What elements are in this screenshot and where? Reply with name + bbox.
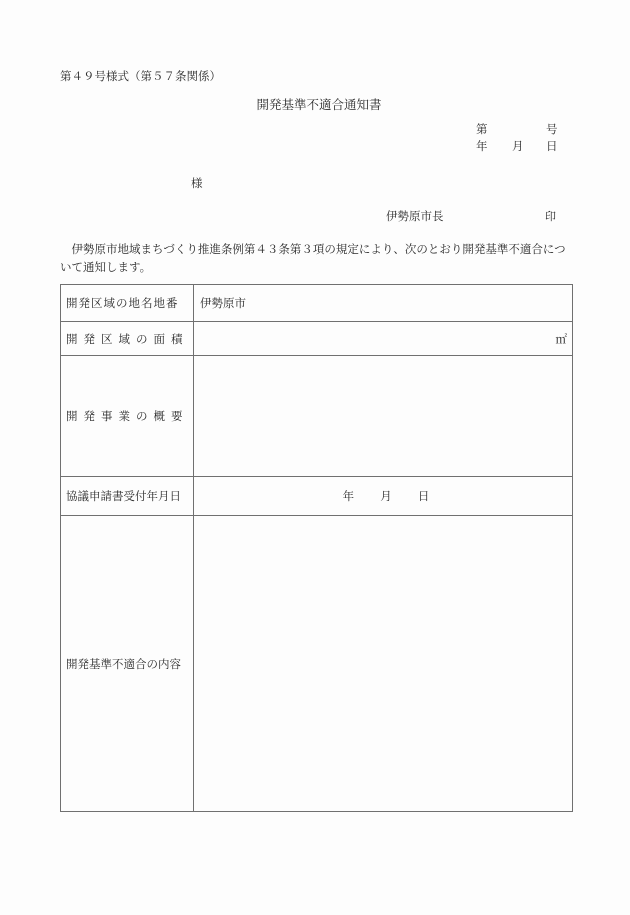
- seal-mark: 印: [545, 210, 556, 223]
- label-area: 開発区域の面積: [61, 322, 194, 356]
- document-title: 開発基準不適合通知書: [256, 97, 382, 112]
- area-unit: ㎡: [555, 331, 567, 346]
- app-date-day: 日: [417, 489, 430, 503]
- addressee-honorific: 様: [191, 176, 203, 190]
- date-year: 年: [476, 139, 488, 153]
- label-application-date: 協議申請書受付年月日: [61, 477, 194, 516]
- label-nonconformity: 開発基準不適合の内容: [61, 516, 194, 812]
- value-area[interactable]: [194, 322, 573, 356]
- value-nonconformity[interactable]: [194, 516, 573, 812]
- table-row: [61, 356, 573, 477]
- label-land-lot: 開発区域の地名地番: [61, 285, 194, 322]
- table-row: [61, 285, 573, 322]
- value-project-summary[interactable]: [194, 356, 573, 477]
- form-number: 第４９号様式（第５７条関係）: [60, 69, 221, 83]
- notice-body-text: 伊勢原市地域まちづくり推進条例第４３条第３項の規定により、次のとおり開発基準不適合について通知します。: [60, 242, 566, 274]
- app-date-year: 年: [342, 489, 355, 503]
- table-row: [61, 322, 573, 356]
- value-land-lot[interactable]: 伊勢原市: [194, 285, 573, 322]
- value-application-date[interactable]: [194, 477, 573, 516]
- label-project-summary: 開発事業の概要: [61, 356, 194, 477]
- notice-form-table: [60, 284, 573, 812]
- number-suffix: 号: [546, 122, 558, 136]
- date-day: 日: [546, 139, 558, 153]
- number-prefix: 第: [476, 122, 488, 136]
- table-row: [61, 477, 573, 516]
- app-date-month: 月: [380, 489, 392, 503]
- issuer-name: 伊勢原市長: [386, 209, 444, 223]
- table-row: [61, 516, 573, 812]
- date-month: 月: [512, 139, 524, 153]
